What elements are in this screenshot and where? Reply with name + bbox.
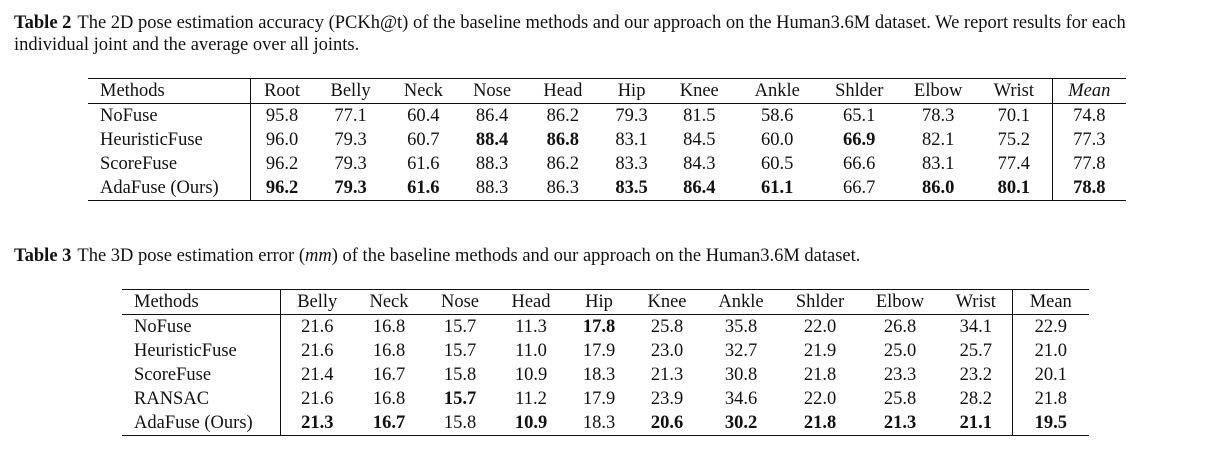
value-cell: 79.3	[334, 178, 367, 198]
value-cell: 96.0	[265, 130, 299, 150]
value-cell: 83.3	[615, 154, 648, 174]
value-cell: 10.9	[514, 413, 548, 433]
t2-header-wrist: Wrist	[993, 81, 1035, 101]
t2-header-neck: Neck	[403, 81, 443, 101]
value-cell: 22.9	[1012, 315, 1089, 340]
value-cell: 32.7	[724, 341, 758, 361]
t3-header-nose: Nose	[440, 292, 480, 312]
value-cell: 21.1	[959, 413, 992, 433]
value-cell: 18.3	[582, 413, 616, 433]
value-cell: 21.8	[803, 413, 837, 433]
value-cell: 21.6	[301, 341, 334, 361]
table3-caption-label: Table 3	[14, 246, 72, 266]
value-cell: 30.2	[724, 413, 758, 433]
value-cell: 16.8	[372, 317, 406, 337]
t3-header-mean: Mean	[1012, 290, 1089, 315]
value-cell: 86.2	[546, 106, 580, 126]
value-cell: 21.0	[1012, 339, 1089, 363]
t3-header-methods: Methods	[122, 290, 280, 315]
value-cell: 66.7	[843, 178, 876, 198]
value-cell: 16.7	[372, 365, 406, 385]
table-row	[88, 128, 1126, 152]
value-cell: 11.3	[515, 317, 547, 337]
value-cell: 83.5	[615, 178, 648, 198]
value-cell: 86.4	[683, 178, 716, 198]
value-cell: 15.7	[443, 389, 477, 409]
method-name-cell: NoFuse	[122, 315, 280, 340]
value-cell: 79.3	[615, 106, 648, 126]
value-cell: 77.4	[997, 154, 1031, 174]
method-name-cell: HeuristicFuse	[122, 339, 280, 363]
value-cell: 17.8	[582, 317, 616, 337]
value-cell: 25.8	[883, 389, 917, 409]
value-cell: 61.6	[407, 178, 440, 198]
t2-header-belly: Belly	[330, 81, 371, 101]
value-cell: 25.8	[650, 317, 684, 337]
t2-header-methods: Methods	[88, 79, 250, 104]
value-cell: 11.0	[515, 341, 547, 361]
value-cell: 21.8	[803, 365, 837, 385]
value-cell: 88.4	[475, 130, 509, 150]
value-cell: 66.9	[843, 130, 876, 150]
table-row	[122, 339, 1089, 363]
t2-header-root: Root	[264, 81, 301, 101]
value-cell: 34.6	[724, 389, 758, 409]
value-cell: 95.8	[265, 106, 299, 126]
value-cell: 10.9	[514, 365, 548, 385]
t2-header-mean: Mean	[1052, 79, 1126, 104]
value-cell: 66.6	[843, 154, 876, 174]
value-cell: 23.3	[883, 365, 917, 385]
value-cell: 28.2	[959, 389, 992, 409]
value-cell: 60.0	[761, 130, 794, 150]
value-cell: 70.1	[997, 106, 1031, 126]
value-cell: 75.2	[997, 130, 1031, 150]
value-cell: 83.1	[922, 154, 955, 174]
table3-caption	[14, 245, 1204, 267]
table3-caption-unit: mm	[305, 246, 332, 266]
value-cell: 84.5	[683, 130, 716, 150]
value-cell: 74.8	[1052, 104, 1126, 129]
table2-2d-pose-accuracy	[88, 78, 1126, 201]
value-cell: 19.5	[1012, 411, 1089, 436]
method-name-cell: RANSAC	[122, 387, 280, 411]
t3-header-neck: Neck	[369, 292, 409, 312]
value-cell: 65.1	[843, 106, 876, 126]
value-cell: 22.0	[803, 389, 837, 409]
value-cell: 86.8	[546, 130, 580, 150]
table3-caption-text-pre: The 3D pose estimation error (	[77, 246, 305, 266]
table-row	[88, 152, 1126, 176]
table2-caption	[14, 12, 1204, 56]
t3-header-hip: Hip	[585, 292, 613, 312]
value-cell: 21.3	[301, 413, 334, 433]
value-cell: 17.9	[582, 389, 616, 409]
t2-header-hip: Hip	[617, 81, 646, 101]
value-cell: 84.3	[683, 154, 716, 174]
t3-header-belly: Belly	[297, 292, 338, 312]
value-cell: 78.3	[922, 106, 955, 126]
value-cell: 15.7	[443, 341, 477, 361]
value-cell: 25.0	[883, 341, 917, 361]
value-cell: 77.3	[1052, 128, 1126, 152]
t3-header-head: Head	[511, 292, 551, 312]
value-cell: 15.7	[443, 317, 477, 337]
table-row	[88, 176, 1126, 201]
value-cell: 23.0	[650, 341, 684, 361]
value-cell: 23.2	[959, 365, 992, 385]
value-cell: 21.6	[301, 389, 334, 409]
table2-header-row	[88, 79, 1126, 104]
value-cell: 16.8	[372, 341, 406, 361]
value-cell: 86.3	[546, 178, 580, 198]
value-cell: 21.4	[301, 365, 334, 385]
method-name-cell: ScoreFuse	[122, 363, 280, 387]
value-cell: 17.9	[582, 341, 616, 361]
t3-header-elbow: Elbow	[875, 292, 925, 312]
value-cell: 25.7	[959, 341, 992, 361]
value-cell: 61.6	[407, 154, 440, 174]
value-cell: 23.9	[650, 389, 684, 409]
value-cell: 21.8	[1012, 387, 1089, 411]
value-cell: 78.8	[1052, 176, 1126, 201]
value-cell: 21.6	[301, 317, 334, 337]
t2-header-knee: Knee	[679, 81, 719, 101]
table-row	[122, 411, 1089, 436]
value-cell: 34.1	[959, 317, 992, 337]
t2-header-nose: Nose	[473, 81, 512, 101]
t3-header-ankle: Ankle	[718, 292, 764, 312]
t2-header-shlder: Shlder	[835, 81, 884, 101]
table3-caption-text-post: ) of the baseline methods and our approach on the Human3.6M dataset.	[331, 246, 861, 266]
method-name-cell: NoFuse	[88, 104, 250, 129]
value-cell: 88.3	[475, 154, 509, 174]
method-name-cell: AdaFuse (Ours)	[88, 176, 250, 201]
t3-header-wrist: Wrist	[955, 292, 996, 312]
value-cell: 81.5	[683, 106, 716, 126]
value-cell: 77.1	[334, 106, 367, 126]
value-cell: 96.2	[265, 178, 299, 198]
t2-header-ankle: Ankle	[754, 81, 800, 101]
value-cell: 58.6	[761, 106, 794, 126]
t2-header-elbow: Elbow	[914, 81, 963, 101]
value-cell: 21.3	[883, 413, 917, 433]
table2-caption-label: Table 2	[14, 13, 72, 33]
table-row	[122, 363, 1089, 387]
value-cell: 15.8	[443, 365, 477, 385]
value-cell: 15.8	[443, 413, 477, 433]
value-cell: 60.7	[407, 130, 440, 150]
value-cell: 16.8	[372, 389, 406, 409]
value-cell: 22.0	[803, 317, 837, 337]
value-cell: 20.6	[650, 413, 684, 433]
value-cell: 60.5	[761, 154, 794, 174]
value-cell: 61.1	[761, 178, 794, 198]
value-cell: 80.1	[997, 178, 1031, 198]
value-cell: 82.1	[922, 130, 955, 150]
table-row	[122, 387, 1089, 411]
value-cell: 79.3	[334, 130, 367, 150]
value-cell: 83.1	[615, 130, 648, 150]
value-cell: 30.8	[724, 365, 758, 385]
method-name-cell: AdaFuse (Ours)	[122, 411, 280, 436]
value-cell: 21.3	[650, 365, 684, 385]
value-cell: 96.2	[265, 154, 299, 174]
value-cell: 18.3	[582, 365, 616, 385]
table2-caption-text: The 2D pose estimation accuracy (PCKh@t) of the baseline methods and our approach on the Human3.6M dataset. We report results for each individual joint and the average over all joints.	[14, 13, 1126, 55]
value-cell: 86.0	[922, 178, 955, 198]
value-cell: 86.2	[546, 154, 580, 174]
value-cell: 21.9	[803, 341, 837, 361]
value-cell: 20.1	[1012, 363, 1089, 387]
table-row	[122, 315, 1089, 340]
value-cell: 16.7	[372, 413, 406, 433]
table-row	[88, 104, 1126, 129]
value-cell: 88.3	[475, 178, 509, 198]
value-cell: 86.4	[475, 106, 509, 126]
t3-header-shlder: Shlder	[795, 292, 845, 312]
value-cell: 26.8	[883, 317, 917, 337]
value-cell: 60.4	[407, 106, 440, 126]
value-cell: 79.3	[334, 154, 367, 174]
value-cell: 77.8	[1052, 152, 1126, 176]
table3-header-row	[122, 290, 1089, 315]
method-name-cell: ScoreFuse	[88, 152, 250, 176]
value-cell: 35.8	[724, 317, 758, 337]
t2-header-head: Head	[543, 81, 583, 101]
method-name-cell: HeuristicFuse	[88, 128, 250, 152]
value-cell: 11.2	[515, 389, 547, 409]
t3-header-knee: Knee	[647, 292, 687, 312]
table3-3d-pose-error	[122, 289, 1089, 436]
